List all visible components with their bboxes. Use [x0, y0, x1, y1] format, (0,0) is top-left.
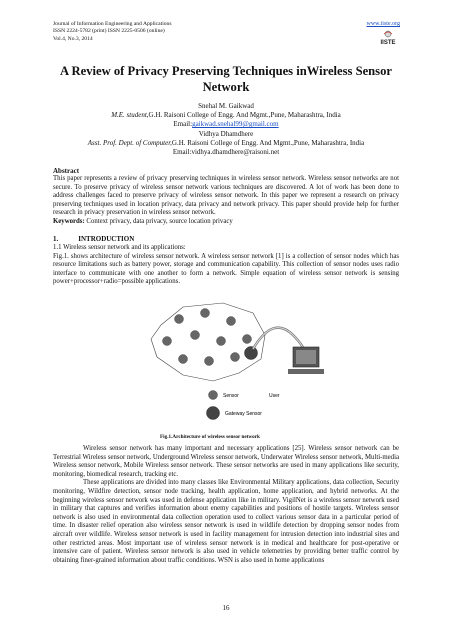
- legend-gateway-label: Gateway Sensor: [225, 411, 262, 417]
- page-number: 16: [222, 604, 230, 612]
- author-1-affiliation: M.E. student,G.H. Raisoni College of Engg. And Mgmt.,Pune, Maharashtra, India: [111, 111, 341, 120]
- abstract-body: [53, 175, 399, 227]
- journal-issn: ISSN 2224-5782 (print) ISSN 2225-0506 (online): [53, 28, 165, 35]
- legend-sensor-icon: [209, 391, 218, 400]
- journal-name: Journal of Information Engineering and Applications: [53, 21, 172, 27]
- gateway-node: [245, 347, 258, 360]
- main-body: [53, 445, 399, 565]
- author-2-email: Email:vidhya.dhamdhere@raisoni.net: [172, 148, 280, 157]
- author-2-email-text: vidhya.dhamdhere@raisoni.net: [191, 148, 280, 157]
- abstract-heading: Abstract: [53, 167, 80, 175]
- abstract-text: This paper represents a review of privacy preserving techniques in wireless sensor network. Wireless sensor networks are not secure. To preserve privacy of wireless sensor network various techniques are discovered. A lot of work has been done to address challenges faced to preserve privacy of wireless sensor network. In this paper we represent a research on privacy preserving techniques used in location privacy, data privacy and network privacy. This paper should provide help for further research in privacy preservation in wireless sensor network.: [53, 175, 399, 217]
- author-1-email: Email:gaikwad.snehal99@gmail.com: [173, 120, 279, 129]
- section-1-heading: 1. INTRODUCTION: [53, 235, 135, 243]
- journal-url-block: [367, 21, 401, 27]
- journal-header: [53, 21, 172, 43]
- author-block: [53, 102, 399, 157]
- author-1-email-link[interactable]: gaikwad.snehal99@gmail.com: [192, 120, 279, 129]
- keyboard-icon: [288, 369, 324, 374]
- author-2-affiliation: Asst. Prof. Dept. of Computer,G.H. Raisoni College of Engg. And Mgmt.,Pune, Maharashtra, India: [87, 138, 365, 147]
- subsection-heading: 1.1 Wireless sensor network and its applications:: [53, 244, 186, 251]
- wsn-architecture-figure: [143, 295, 351, 445]
- figure-caption: Fig.1.Architecture of wireless sensor network: [160, 434, 260, 440]
- legend-sensor-label: Sensor: [223, 393, 239, 399]
- paper-title: A Review of Privacy Preserving Techniques inWireless Sensor Network: [60, 64, 392, 94]
- introduction-body: [53, 244, 399, 287]
- logo-text: IISTE: [380, 40, 396, 46]
- monitor-screen: [296, 350, 316, 364]
- keywords: Keywords: Context privacy, data privacy, source location privacy: [53, 217, 233, 225]
- legend-user-label: User: [269, 393, 280, 399]
- body-paragraph-2: These applications are divided into many classes like Environmental Military applications, data collection, Security monitoring, Wildfire detection, sensor node tracking, health application, home application, and hybrid networks. At the beginning wireless sensor network was used in defense application like in military. VigilNet is a wireless sensor network used in military that captures and verifies information about enemy capabilities and positions of hostile targets. Wireless sensor network is also used in environmental data collection operation used to collect various sensor data in a particular period of time. In disaster relief operation also wireless sensor network is used in wildlife detection by dropping sensor nodes from aircraft over wildlife. Wireless sensor network is used in facility management for intrusion detection into industrial sites and other restricted areas. Most important use of wireless sensor network is in medical and healthcare for post-operative or intensive care of patient. Wireless sensor network is also used in vehicle telemetries by providing better traffic control by obtaining finer-grained information about traffic conditions. WSN is also used in home applications: [53, 479, 399, 564]
- iiste-logo-icon: [376, 30, 400, 46]
- journal-url-link[interactable]: www.iiste.org: [366, 21, 400, 27]
- author-1-name: Snehal M. Gaikwad: [198, 102, 254, 110]
- legend-gateway-icon: [207, 407, 220, 420]
- intro-paragraph: Fig.1. shows architecture of wireless sensor network. A wireless sensor network [1] is a collection of sensor nodes which has resource limitations such as battery power, storage and communication capability. This collection of sensor nodes uses radio interface to communicate with one another to form a network. Simple equation of wireless sensor network is sensing power+processor+radio=possible applications.: [53, 252, 399, 286]
- journal-volume: Vol.4, No.3, 2014: [53, 35, 93, 42]
- author-2-name: Vidhya Dhamdhere: [198, 129, 254, 138]
- body-paragraph-1: Wireless sensor network has many important and necessary applications [25]. Wireless sensor network can be Terrestrial Wireless sensor network, Underground Wireless sensor network, Underwater Wireless sensor network, Multi-media Wireless sensor network, Mobile Wireless sensor network. These sensor networks are used in many applications like security, monitoring, biomedical research, tracking etc.: [53, 445, 399, 478]
